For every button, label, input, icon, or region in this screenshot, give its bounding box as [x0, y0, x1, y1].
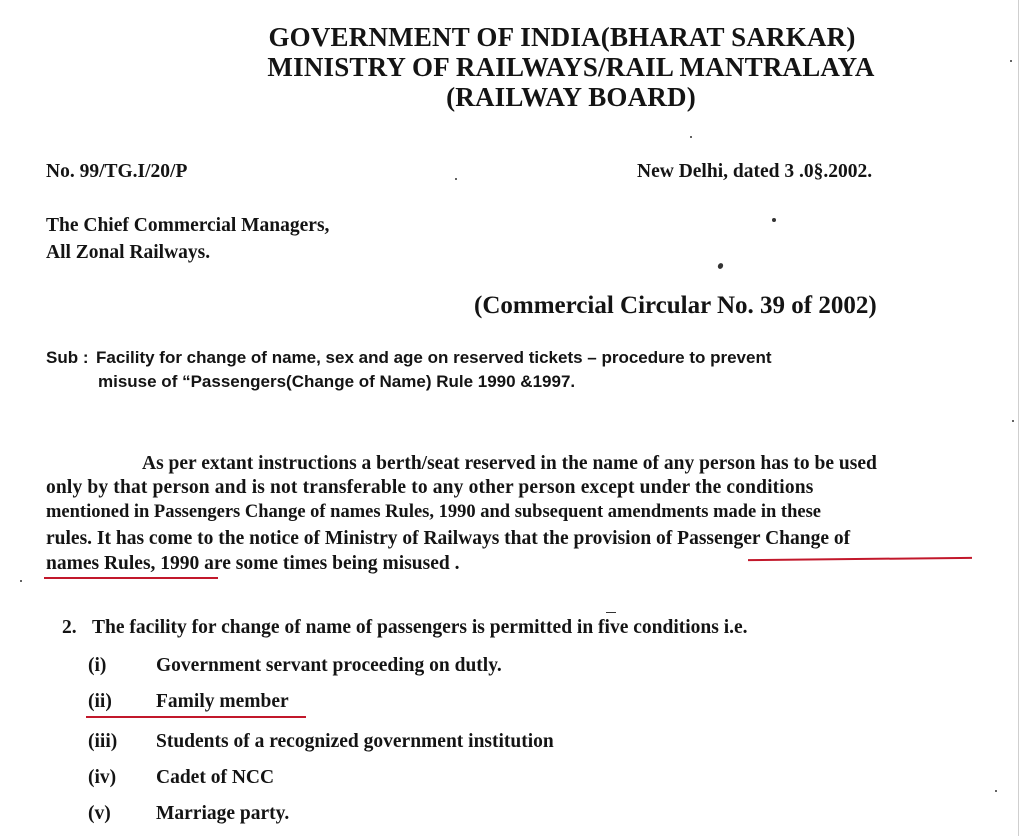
condition-4-number: (iv) [88, 767, 117, 788]
paragraph-2-number: 2. [62, 617, 77, 638]
condition-4-text: Cadet of NCC [156, 767, 275, 788]
scan-speck [20, 580, 22, 582]
scan-speck [606, 612, 616, 613]
scan-speck [772, 218, 776, 222]
addressee-line-2: All Zonal Railways. [46, 242, 211, 263]
scan-speck [455, 178, 457, 180]
header-government: GOVERNMENT OF INDIA(BHARAT SARKAR) [268, 22, 856, 52]
condition-2-number: (ii) [88, 691, 112, 712]
annotation-underline-rules [44, 577, 218, 579]
reference-number: No. 99/TG.I/20/P [46, 161, 188, 182]
condition-5-text: Marriage party. [156, 803, 290, 824]
paragraph-1-line-4: rules. It has come to the notice of Ministry of Railways that the provision of Passenger Change of [46, 528, 851, 549]
scan-speck [995, 790, 997, 792]
subject-line-1: Facility for change of name, sex and age on reserved tickets – procedure to prevent [96, 348, 772, 367]
header-ministry: MINISTRY OF RAILWAYS/RAIL MANTRALAYA [267, 52, 875, 82]
paragraph-2-text: The facility for change of name of passengers is permitted in five conditions i.e. [92, 617, 748, 638]
scan-speck [1012, 420, 1014, 422]
subject-line-2: misuse of “Passengers(Change of Name) Rule 1990 &1997. [98, 372, 576, 391]
paragraph-1-line-5: names Rules, 1990 are some times being misused . [46, 553, 460, 574]
condition-1-number: (i) [88, 655, 107, 676]
place-and-date: New Delhi, dated 3 .0§.2002. [637, 161, 873, 182]
annotation-underline-family-member [86, 716, 306, 718]
paragraph-1-line-3: mentioned in Passengers Change of names Rules, 1990 and subsequent amendments made in these [46, 502, 822, 522]
scan-speck [1010, 60, 1012, 62]
scan-speck [690, 136, 692, 138]
annotation-underline-provision [748, 557, 972, 561]
scan-speck [1018, 0, 1019, 836]
condition-3-number: (iii) [88, 731, 118, 752]
subject-label: Sub : [46, 348, 89, 367]
paragraph-1-line-2: only by that person and is not transferable to any other person except under the conditions [46, 477, 814, 498]
header-board: (RAILWAY BOARD) [446, 82, 696, 112]
condition-2-text: Family member [156, 691, 289, 712]
scan-speck [717, 262, 724, 270]
condition-5-number: (v) [88, 803, 111, 824]
condition-1-text: Government servant proceeding on dutly. [156, 655, 502, 676]
condition-3-text: Students of a recognized government institution [156, 731, 554, 752]
addressee-line-1: The Chief Commercial Managers, [46, 215, 330, 236]
paragraph-1-line-1: As per extant instructions a berth/seat reserved in the name of any person has to be used [142, 453, 877, 474]
circular-title: (Commercial Circular No. 39 of 2002) [474, 292, 877, 319]
